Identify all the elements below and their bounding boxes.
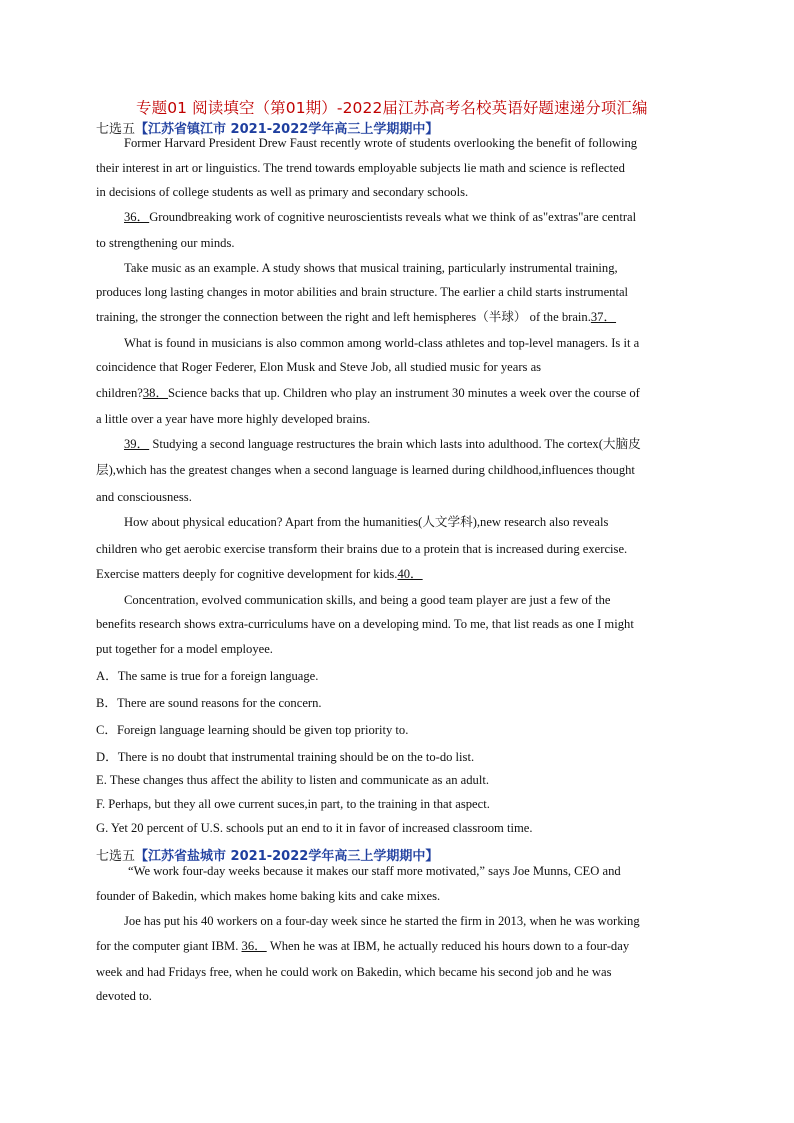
paragraph-line: in decisions of college students as well as primary and secondary schools. <box>96 185 469 199</box>
paragraph-line: How about physical education? Apart from the humanities(人文学科),new research also reveals <box>124 515 609 529</box>
bracket-right: 】 <box>425 122 439 137</box>
blank-38: 38． <box>142 386 169 400</box>
paragraph-line: Exercise matters deeply for cognitive development for kids.40． <box>96 567 423 581</box>
paragraph-line: children who get aerobic exercise transform their brains due to a protein that is increased during exercise. <box>96 542 628 556</box>
bracket-right: 】 <box>425 849 439 864</box>
blank-39: 39． <box>124 437 150 451</box>
option-b: B．There are sound reasons for the concern. <box>96 696 322 710</box>
paragraph-line: What is found in musicians is also common among world-class athletes and top-level managers. Is it a <box>124 336 640 350</box>
section-source: 江苏省盐城市 2021-2022学年高三上学期期中 <box>148 849 426 864</box>
blank-40: 40． <box>397 567 423 581</box>
option-c: C．Foreign language learning should be given top priority to. <box>96 723 409 737</box>
section-label: 七选五 <box>96 122 136 137</box>
bracket-left: 【 <box>135 849 149 864</box>
section-source: 江苏省镇江市 2021-2022学年高三上学期期中 <box>148 122 426 137</box>
paragraph-line: children?38．Science backs that up. Children who play an instrument 30 minutes a week over the course of <box>96 386 640 400</box>
blank-36-b: 36． <box>241 939 267 953</box>
paragraph-line: 39． Studying a second language restructures the brain which lasts into adulthood. The cortex(大脑皮 <box>124 437 641 451</box>
paragraph-line: Former Harvard President Drew Faust recently wrote of students overlooking the benefit of following <box>124 136 638 150</box>
option-g: G. Yet 20 percent of U.S. schools put an end to it in favor of increased classroom time. <box>96 821 533 835</box>
option-a: A．The same is true for a foreign language. <box>96 669 319 683</box>
paragraph-line: produces long lasting changes in motor abilities and brain structure. The earlier a child starts instrumental <box>96 285 629 299</box>
section-label: 七选五 <box>96 849 136 864</box>
option-e: E. These changes thus affect the ability to listen and communicate as an adult. <box>96 773 489 787</box>
paragraph-line: Joe has put his 40 workers on a four-day week since he started the firm in 2013, when he was working <box>124 914 640 928</box>
paragraph-line: and consciousness. <box>96 490 192 504</box>
paragraph-line: 层),which has the greatest changes when a second language is learned during childhood,influences thought <box>96 463 635 477</box>
paragraph-line: Concentration, evolved communication skills, and being a good team player are just a few of the <box>124 593 611 607</box>
paragraph-line: founder of Bakedin, which makes home baking kits and cake mixes. <box>96 889 441 903</box>
paragraph-line: “We work four-day weeks because it makes our staff more motivated,” says Joe Munns, CEO and <box>128 864 621 878</box>
paragraph-line: week and had Fridays free, when he could work on Bakedin, which became his second job and he was <box>96 965 612 979</box>
paragraph-line: 36．Groundbreaking work of cognitive neuroscientists reveals what we think of as"extras"are central <box>124 210 637 224</box>
paragraph-line: devoted to. <box>96 989 152 1003</box>
paragraph-line: benefits research shows extra-curriculums have on a developing mind. To me, that list reads as one I might <box>96 617 634 631</box>
paragraph-line: coincidence that Roger Federer, Elon Musk and Steve Job, all studied music for years as <box>96 360 542 374</box>
option-f: F. Perhaps, but they all owe current suces,in part, to the training in that aspect. <box>96 797 490 811</box>
paragraph-line: to strengthening our minds. <box>96 236 235 250</box>
paragraph-line: training, the stronger the connection between the right and left hemispheres（半球） of the brain.37． <box>96 310 617 324</box>
paragraph-line: Take music as an example. A study shows that musical training, particularly instrumental training, <box>124 261 618 275</box>
paragraph-line: their interest in art or linguistics. The trend towards employable subjects lie math and science is reflected <box>96 161 625 175</box>
blank-37: 37． <box>590 310 617 324</box>
page-title: 专题01 阅读填空（第01期）-2022届江苏高考名校英语好题速递分项汇编 <box>136 99 648 117</box>
blank-36: 36． <box>124 210 150 224</box>
paragraph-line: a little over a year have more highly developed brains. <box>96 412 371 426</box>
paragraph-line: for the computer giant IBM. 36． When he was at IBM, he actually reduced his hours down to a four-day <box>96 939 630 953</box>
option-d: D．There is no doubt that instrumental training should be on the to-do list. <box>96 750 475 764</box>
bracket-left: 【 <box>135 122 149 137</box>
paragraph-line: put together for a model employee. <box>96 642 273 656</box>
